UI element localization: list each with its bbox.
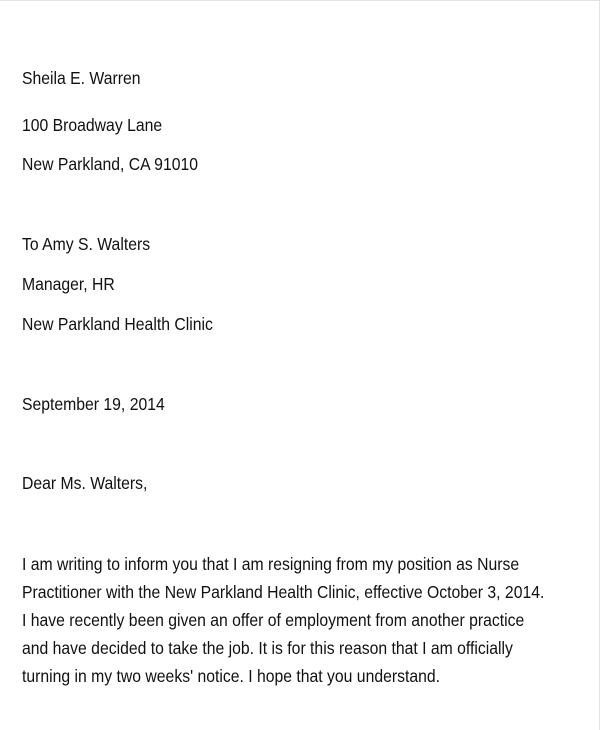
recipient-title: Manager, HR xyxy=(22,274,115,294)
salutation: Dear Ms. Walters, xyxy=(22,473,148,493)
letter-date: September 19, 2014 xyxy=(22,394,165,414)
body-paragraph: I am writing to inform you that I am resigning from my position as Nurse Practitioner with the New Parkland Health Clinic, effective October 3, 2014. I have recently been given an offer of employment from another practice and have decided to take the job. It is for this reason that I am officially turning in my two weeks' notice. I hope that you understand. xyxy=(22,554,545,686)
sender-street: 100 Broadway Lane xyxy=(22,115,163,135)
sender-city-state-zip: New Parkland, CA 91010 xyxy=(22,154,198,174)
recipient-to-line: To Amy S. Walters xyxy=(22,234,151,254)
sender-name: Sheila E. Warren xyxy=(22,68,141,88)
recipient-organization: New Parkland Health Clinic xyxy=(22,314,213,334)
